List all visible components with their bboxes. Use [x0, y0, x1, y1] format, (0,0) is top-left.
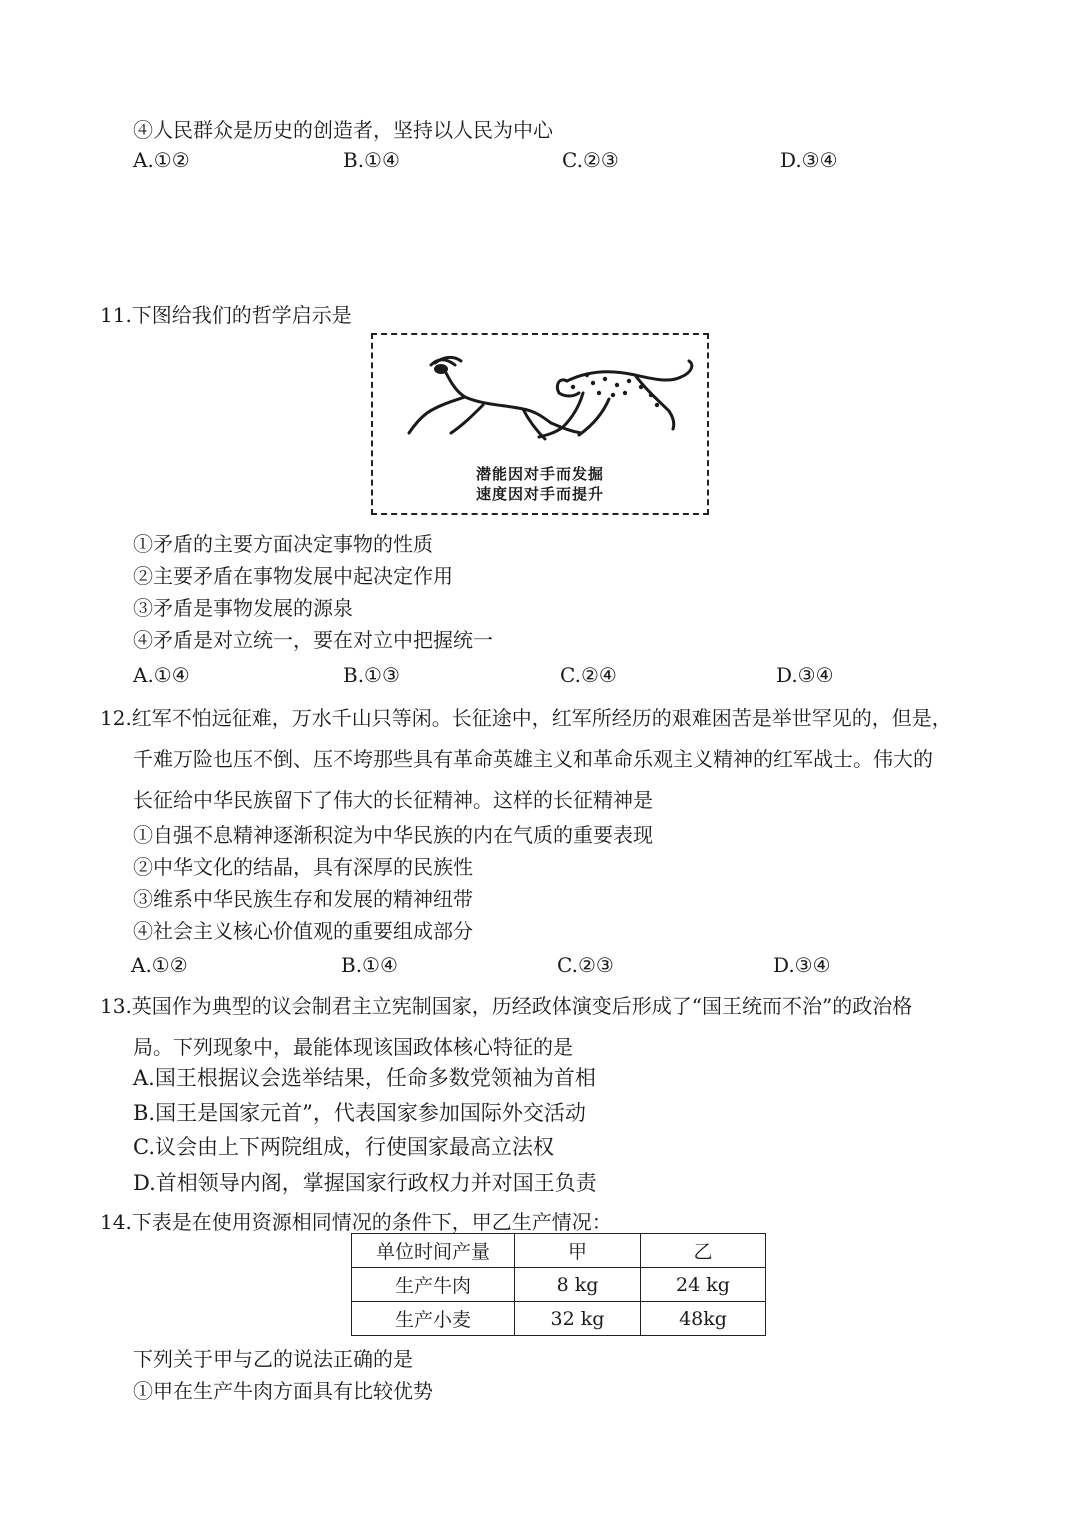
cartoon-caption-line-2: 速度因对手而提升 — [475, 485, 604, 503]
table-cell: 生产牛肉 — [352, 1268, 515, 1302]
q12-statement-3: ③维系中华民族生存和发展的精神纽带 — [133, 887, 473, 911]
table-header-row — [352, 1234, 766, 1268]
q10-option-d: D.③④ — [780, 148, 838, 172]
q12-statement-1: ①自强不息精神逐渐积淀为中华民族的内在气质的重要表现 — [133, 823, 653, 847]
production-table — [351, 1233, 766, 1336]
table-header-cell: 乙 — [641, 1234, 766, 1268]
table-header-cell: 甲 — [515, 1234, 641, 1268]
q11-option-b: B.①③ — [343, 663, 400, 687]
table-header-cell: 单位时间产量 — [352, 1234, 515, 1268]
q10-option-b: B.①④ — [343, 148, 400, 172]
q12-option-d: D.③④ — [773, 953, 831, 977]
q12-stem-line-1: 12.红军不怕远征难，万水千山只等闲。长征途中，红军所经历的艰难困苦是举世罕见的，但是， — [100, 706, 952, 730]
q13-choice-a: A.国王根据议会选举结果，任命多数党领袖为首相 — [133, 1066, 596, 1090]
q14-stem: 14.下表是在使用资源相同情况的条件下，甲乙生产情况： — [100, 1210, 612, 1234]
antelope-chased-by-cheetah-illustration — [373, 335, 707, 465]
q12-stem-line-2: 千难万险也压不倒、压不垮那些具有革命英雄主义和革命乐观主义精神的红军战士。伟大的 — [133, 747, 933, 771]
table-cell: 32 kg — [515, 1302, 641, 1336]
q12-stem-line-3: 长征给中华民族留下了伟大的长征精神。这样的长征精神是 — [133, 788, 653, 812]
q11-statement-1: ①矛盾的主要方面决定事物的性质 — [133, 532, 433, 556]
q10-option-c: C.②③ — [562, 148, 619, 172]
q13-stem-line-1: 13.英国作为典型的议会制君主立宪制国家，历经政体演变后形成了“国王统而不治”的政治格 — [100, 994, 913, 1018]
table-row — [352, 1302, 766, 1336]
table-cell: 8 kg — [515, 1268, 641, 1302]
q12-option-b: B.①④ — [341, 953, 398, 977]
q10-statement-4: ④人民群众是历史的创造者，坚持以人民为中心 — [133, 118, 553, 142]
q11-statement-3: ③矛盾是事物发展的源泉 — [133, 596, 353, 620]
q13-choice-b: B.国王是国家元首”，代表国家参加国际外交活动 — [133, 1101, 586, 1125]
table-cell: 生产小麦 — [352, 1302, 515, 1336]
q11-option-a: A.①④ — [133, 663, 190, 687]
q11-stem: 11.下图给我们的哲学启示是 — [100, 303, 352, 327]
q13-stem-line-2: 局。下列现象中，最能体现该国政体核心特征的是 — [133, 1035, 573, 1059]
table-cell: 48kg — [641, 1302, 766, 1336]
q11-cartoon-figure — [371, 333, 709, 515]
table-row — [352, 1268, 766, 1302]
q13-choice-d: D.首相领导内阁，掌握国家行政权力并对国王负责 — [133, 1171, 597, 1195]
q11-statement-2: ②主要矛盾在事物发展中起决定作用 — [133, 564, 453, 588]
q12-option-c: C.②③ — [557, 953, 614, 977]
q10-option-a: A.①② — [133, 148, 190, 172]
q14-follow-text: 下列关于甲与乙的说法正确的是 — [133, 1347, 413, 1371]
q12-statement-4: ④社会主义核心价值观的重要组成部分 — [133, 919, 473, 943]
cartoon-caption-line-1: 潜能因对手而发掘 — [475, 465, 604, 483]
q11-statement-4: ④矛盾是对立统一，要在对立中把握统一 — [133, 628, 493, 652]
q14-statement-1: ①甲在生产牛肉方面具有比较优势 — [133, 1379, 433, 1403]
q12-statement-2: ②中华文化的结晶，具有深厚的民族性 — [133, 855, 473, 879]
antelope-head-icon — [434, 364, 448, 374]
q11-option-c: C.②④ — [560, 663, 617, 687]
table-cell: 24 kg — [641, 1268, 766, 1302]
q11-option-d: D.③④ — [776, 663, 834, 687]
q12-option-a: A.①② — [131, 953, 188, 977]
q13-choice-c: C.议会由上下两院组成，行使国家最高立法权 — [133, 1135, 554, 1159]
